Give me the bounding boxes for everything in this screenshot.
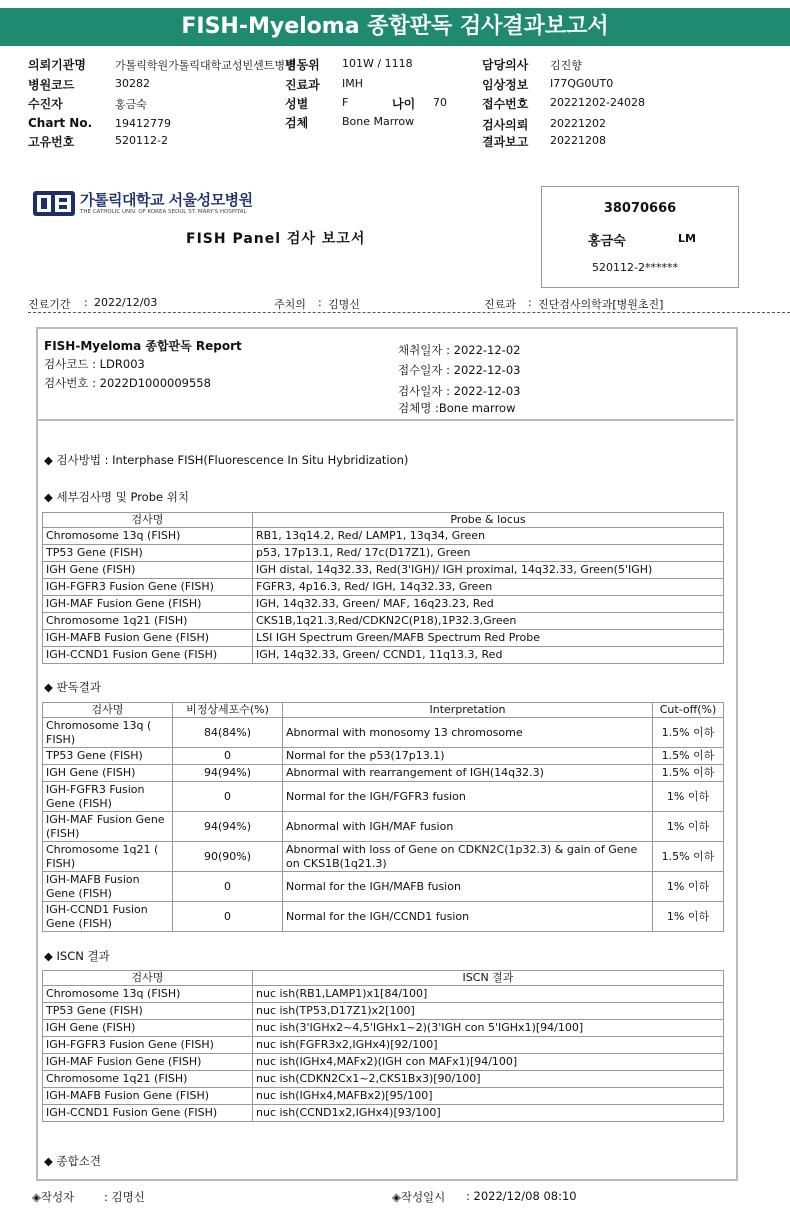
table-cell: IGH-MAFB Fusion Gene (FISH) [43, 1088, 253, 1105]
table-row [43, 647, 724, 664]
table-cell: nuc ish(RB1,LAMP1)x1[84/100] [253, 986, 724, 1003]
table-row [43, 872, 724, 902]
table-cell: Chromosome 13q ( FISH) [43, 718, 173, 748]
table-cell: RB1, 13q14.2, Red/ LAMP1, 13q34, Green [253, 528, 724, 545]
table-cell: CKS1B,1q21.3,Red/CDKN2C(P18),1P32.3,Green [253, 613, 724, 630]
table-cell: Abnormal with rearrangement of IGH(14q32.3) [283, 765, 653, 782]
table-cell: 0 [173, 748, 283, 765]
chart-value: 19412779 [115, 117, 171, 130]
visit-period-value: 2022/12/03 [94, 296, 158, 309]
table-row [43, 596, 724, 613]
table-row [43, 528, 724, 545]
table-cell: IGH Gene (FISH) [43, 765, 173, 782]
visit-colon-3: : [528, 296, 532, 309]
specimen-value: Bone Marrow [342, 115, 415, 128]
institution-label: 의뢰기관명 [28, 58, 86, 72]
table-row [43, 1020, 724, 1037]
chart-label: Chart No. [28, 116, 93, 130]
probe-section-title: ◆ 세부검사명 및 Probe 위치 [44, 490, 189, 504]
patient-id-box [541, 186, 739, 288]
patient-value: 홍금숙 [115, 98, 147, 111]
table-cell: TP53 Gene (FISH) [43, 1003, 253, 1020]
table-cell: FGFR3, 4p16.3, Red/ IGH, 14q32.33, Green [253, 579, 724, 596]
table-cell: IGH-MAF Fusion Gene (FISH) [43, 1054, 253, 1071]
table-cell: 1.5% 이하 [653, 842, 724, 872]
table-header-cell: Interpretation [283, 703, 653, 718]
table-cell: 1% 이하 [653, 782, 724, 812]
specimen-label: 검체 [285, 116, 309, 130]
id-box-tag: LM [678, 232, 696, 245]
table-header-row [43, 513, 724, 528]
table-cell: 1.5% 이하 [653, 748, 724, 765]
table-header-row [43, 703, 724, 718]
hospital-logo-icon [32, 188, 76, 218]
table-header-row [43, 971, 724, 986]
table-cell: 1.5% 이하 [653, 765, 724, 782]
table-cell: 1.5% 이하 [653, 718, 724, 748]
report-date-value: 20221208 [550, 134, 606, 147]
visit-colon-1: : [84, 296, 88, 309]
table-cell: Normal for the p53(17p13.1) [283, 748, 653, 765]
table-row [43, 562, 724, 579]
table-cell: Abnormal with IGH/MAF fusion [283, 812, 653, 842]
written-date-value: : 2022/12/08 08:10 [466, 1189, 577, 1203]
dept-label: 진료과 [484, 298, 516, 311]
dashed-divider [28, 312, 790, 313]
table-cell: IGH-MAFB Fusion Gene (FISH) [43, 872, 173, 902]
report-head [36, 327, 734, 421]
id-box-number: 38070666 [603, 201, 677, 216]
table-cell: Abnormal with monosomy 13 chromosome [283, 718, 653, 748]
table-cell: 84(84%) [173, 718, 283, 748]
sex-value: F [342, 96, 349, 109]
method-line: ◆ 검사방법 : Interphase FISH(Fluorescence In Situ Hybridization) [44, 453, 409, 467]
table-cell: IGH-CCND1 Fusion Gene (FISH) [43, 902, 173, 932]
table-row [43, 579, 724, 596]
table-cell: IGH, 14q32.33, Green/ CCND1, 11q13.3, Red [253, 647, 724, 664]
request-label: 검사의뢰 [482, 118, 529, 132]
report-banner-title: FISH-Myeloma 종합판독 검사결과보고서 [0, 8, 790, 46]
table-cell: nuc ish(IGHx4,MAFBx2)[95/100] [253, 1088, 724, 1105]
table-header-cell: Cut-off(%) [653, 703, 724, 718]
clinical-info-value: I77QG0UT0 [550, 77, 614, 90]
unique-id-label: 고유번호 [28, 135, 75, 149]
table-row [43, 1105, 724, 1122]
table-cell: IGH-MAFB Fusion Gene (FISH) [43, 630, 253, 647]
table-header-cell: ISCN 결과 [253, 971, 724, 986]
table-cell: Chromosome 13q (FISH) [43, 986, 253, 1003]
table-cell: IGH, 14q32.33, Green/ MAF, 16q23.23, Red [253, 596, 724, 613]
table-cell: 1% 이하 [653, 872, 724, 902]
unique-id-value: 520112-2 [115, 134, 168, 147]
clinical-info-label: 임상정보 [482, 78, 529, 92]
table-cell: 0 [173, 902, 283, 932]
ward-label: 병동위 [285, 58, 320, 72]
age-label: 나이 [392, 97, 416, 111]
table-cell: IGH-MAF Fusion Gene (FISH) [43, 812, 173, 842]
table-cell: IGH-FGFR3 Fusion Gene (FISH) [43, 782, 173, 812]
request-value: 20221202 [550, 117, 606, 130]
hospital-name: 가톨릭대학교 서울성모병원 [80, 191, 253, 209]
table-header-cell: 비정상세포수(%) [173, 703, 283, 718]
table-cell: Normal for the IGH/FGFR3 fusion [283, 782, 653, 812]
table-cell: IGH-CCND1 Fusion Gene (FISH) [43, 1105, 253, 1122]
table-row [43, 842, 724, 872]
table-cell: Chromosome 1q21 ( FISH) [43, 842, 173, 872]
age-value: 70 [433, 96, 447, 109]
sex-label: 성별 [285, 97, 309, 111]
table-row [43, 812, 724, 842]
table-cell: Chromosome 1q21 (FISH) [43, 1071, 253, 1088]
table-cell: 1% 이하 [653, 902, 724, 932]
visit-colon-2: : [318, 296, 322, 309]
table-row [43, 902, 724, 932]
table-header-cell: 검사명 [43, 971, 253, 986]
table-cell: 0 [173, 872, 283, 902]
table-cell: TP53 Gene (FISH) [43, 545, 253, 562]
table-row [43, 748, 724, 765]
table-cell: IGH-FGFR3 Fusion Gene (FISH) [43, 579, 253, 596]
table-row [43, 1088, 724, 1105]
table-cell: IGH distal, 14q32.33, Red(3'IGH)/ IGH proximal, 14q32.33, Green(5'IGH) [253, 562, 724, 579]
id-box-id: 520112-2****** [592, 261, 678, 274]
hospital-subtitle: THE CATHOLIC UNIV. OF KOREA SEOUL ST. MARY'S HOSPITAL [80, 209, 247, 215]
table-cell: Chromosome 1q21 (FISH) [43, 613, 253, 630]
test-code: 검사코드 : LDR003 [44, 357, 145, 371]
visit-period-label: 진료기간 [28, 298, 71, 311]
table-row [43, 613, 724, 630]
table-header-cell: Probe & locus [253, 513, 724, 528]
result-section-title: ◆ 판독결과 [44, 680, 101, 694]
physician-value: 김명신 [328, 298, 360, 311]
written-date-label: ◈작성일시 [392, 1190, 446, 1204]
table-cell: 94(94%) [173, 765, 283, 782]
doctor-label: 담당의사 [482, 58, 529, 72]
table-row [43, 1003, 724, 1020]
table-cell: TP53 Gene (FISH) [43, 748, 173, 765]
table-cell: 0 [173, 782, 283, 812]
table-cell: 90(90%) [173, 842, 283, 872]
table-cell: Normal for the IGH/CCND1 fusion [283, 902, 653, 932]
table-row [43, 718, 724, 748]
receipt-label: 접수번호 [482, 97, 529, 111]
table-cell: nuc ish(TP53,D17Z1)x2[100] [253, 1003, 724, 1020]
table-cell: 94(94%) [173, 812, 283, 842]
table-row [43, 545, 724, 562]
table-row [43, 986, 724, 1003]
table-row [43, 782, 724, 812]
hospital-code-label: 병원코드 [28, 78, 75, 92]
result-table [42, 702, 724, 932]
collected-date: 채취일자 : 2022-12-02 [398, 343, 521, 357]
author-value: : 김명신 [104, 1190, 145, 1204]
table-header-cell: 검사명 [43, 513, 253, 528]
author-label: ◈작성자 [32, 1190, 75, 1204]
hospital-code-value: 30282 [115, 77, 150, 90]
test-number: 검사번호 : 2022D1000009558 [44, 376, 211, 390]
table-row [43, 630, 724, 647]
table-row [43, 765, 724, 782]
department-label: 진료과 [285, 78, 320, 92]
table-cell: LSI IGH Spectrum Green/MAFB Spectrum Red Probe [253, 630, 724, 647]
physician-label: 주치의 [274, 298, 306, 311]
table-cell: Chromosome 13q (FISH) [43, 528, 253, 545]
report-date-label: 결과보고 [482, 135, 529, 149]
dept-value: 진단검사의학과[병원초진] [538, 298, 664, 311]
table-cell: nuc ish(IGHx4,MAFx2)(IGH con MAFx1)[94/100] [253, 1054, 724, 1071]
ward-value: 101W / 1118 [342, 57, 413, 70]
table-cell: 1% 이하 [653, 812, 724, 842]
table-cell: IGH-FGFR3 Fusion Gene (FISH) [43, 1037, 253, 1054]
tested-date: 검사일자 : 2022-12-03 [398, 384, 521, 398]
table-row [43, 1054, 724, 1071]
patient-label: 수진자 [28, 97, 63, 111]
table-row [43, 1037, 724, 1054]
table-cell: IGH-CCND1 Fusion Gene (FISH) [43, 647, 253, 664]
table-cell: IGH Gene (FISH) [43, 1020, 253, 1037]
iscn-table [42, 970, 724, 1122]
report-title: FISH-Myeloma 종합판독 Report [44, 339, 242, 353]
iscn-section-title: ◆ ISCN 결과 [44, 949, 110, 963]
received-date: 접수일자 : 2022-12-03 [398, 363, 521, 377]
table-header-cell: 검사명 [43, 703, 173, 718]
table-cell: nuc ish(FGFR3x2,IGHx4)[92/100] [253, 1037, 724, 1054]
probe-table [42, 512, 724, 664]
table-row [43, 1071, 724, 1088]
table-cell: nuc ish(3'IGHx2~4,5'IGHx1~2)(3'IGH con 5'IGHx1)[94/100] [253, 1020, 724, 1037]
table-cell: nuc ish(CCND1x2,IGHx4)[93/100] [253, 1105, 724, 1122]
fish-panel-title: FISH Panel 검사 보고서 [186, 231, 366, 247]
table-cell: IGH-MAF Fusion Gene (FISH) [43, 596, 253, 613]
table-cell: Normal for the IGH/MAFB fusion [283, 872, 653, 902]
table-cell: Abnormal with loss of Gene on CDKN2C(1p32.3) & gain of Gene on CKS1B(1q21.3) [283, 842, 653, 872]
table-cell: p53, 17p13.1, Red/ 17c(D17Z1), Green [253, 545, 724, 562]
table-cell: IGH Gene (FISH) [43, 562, 253, 579]
doctor-value: 김진향 [550, 59, 582, 72]
department-value: IMH [342, 77, 364, 90]
id-box-name: 홍금숙 [588, 234, 626, 249]
receipt-value: 20221202-24028 [550, 96, 645, 109]
specimen-name: 검체명 :Bone marrow [398, 401, 516, 415]
table-cell: nuc ish(CDKN2Cx1~2,CKS1Bx3)[90/100] [253, 1071, 724, 1088]
summary-section-title: ◆ 종합소견 [44, 1154, 101, 1168]
institution-value: 가톨릭학원가톨릭대학교성빈센트병원 [115, 59, 296, 72]
